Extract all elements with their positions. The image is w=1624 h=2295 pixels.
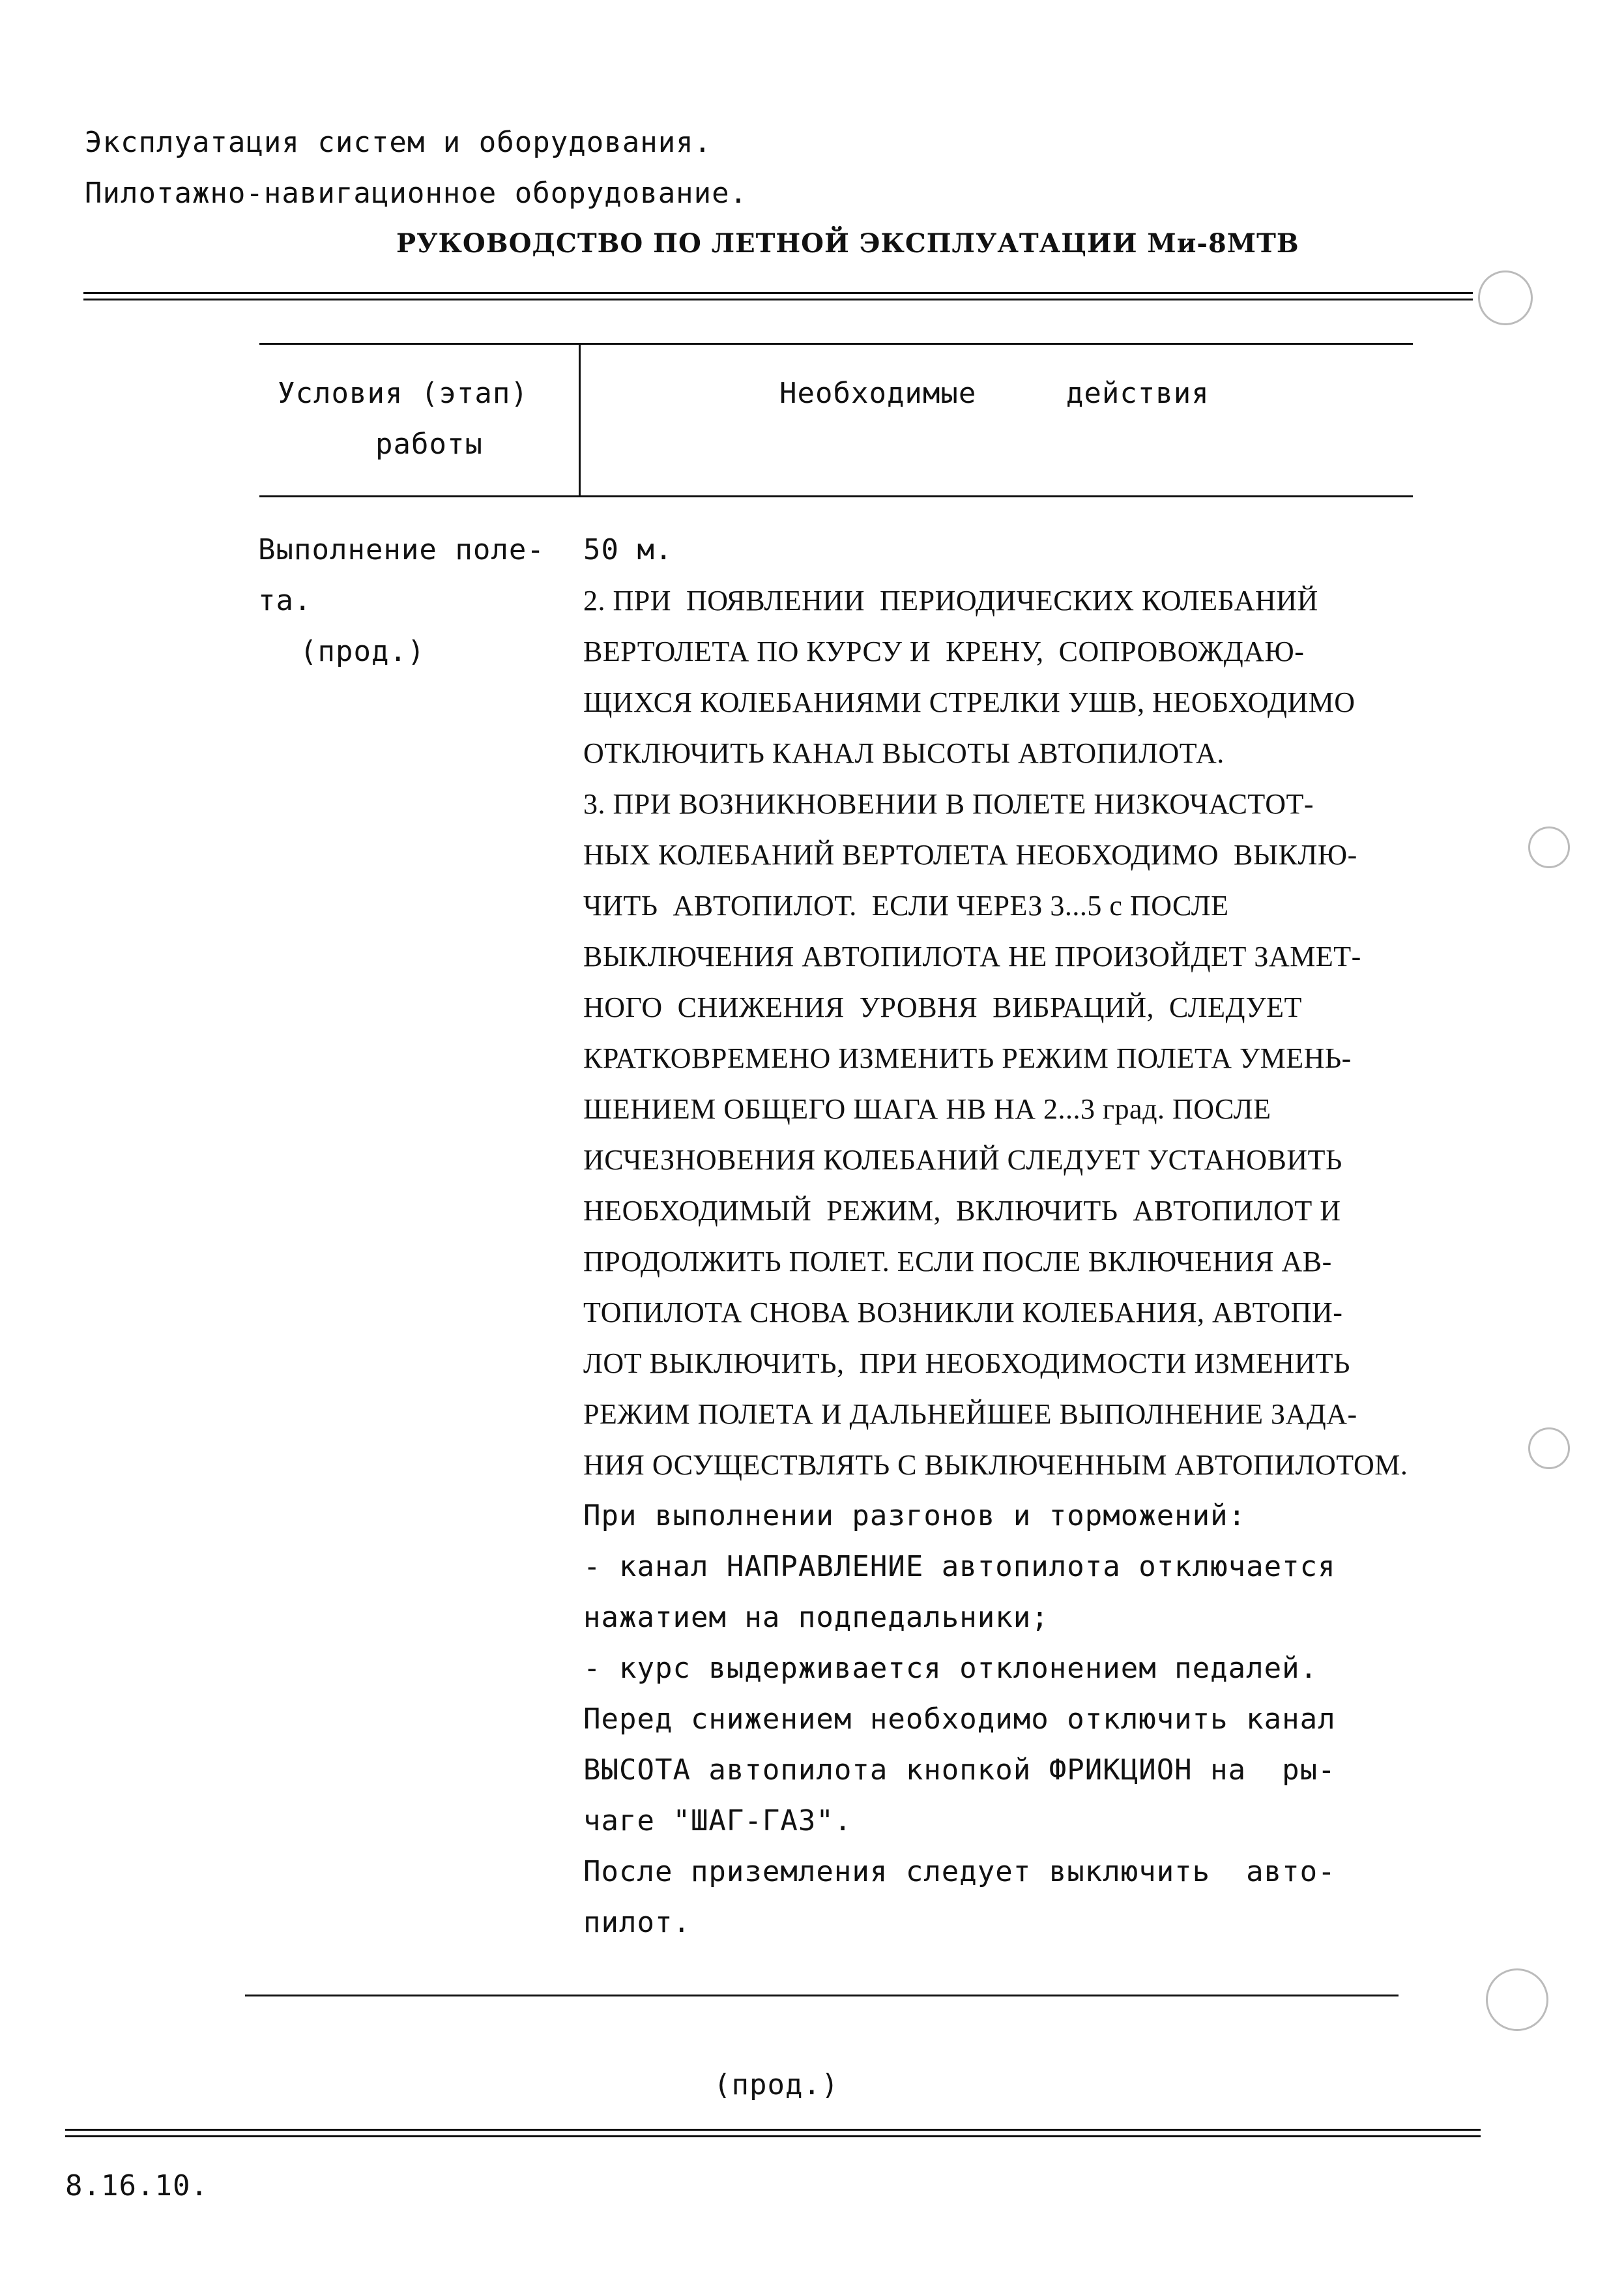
condition-text: та.	[258, 584, 312, 617]
action-line: ВЕРТОЛЕТА ПО КУРСУ И КРЕНУ, СОПРОВОЖДАЮ-	[583, 636, 1305, 667]
header-rule-top	[83, 292, 1473, 294]
action-line: 3. ПРИ ВОЗНИКНОВЕНИИ В ПОЛЕТЕ НИЗКОЧАСТОТ-	[583, 788, 1314, 820]
action-line: РЕЖИМ ПОЛЕТА И ДАЛЬНЕЙШЕЕ ВЫПОЛНЕНИЕ ЗАДА-	[583, 1398, 1357, 1430]
action-line: ВЫСОТА автопилота кнопкой ФРИКЦИОН на ры-	[583, 1753, 1336, 1787]
punch-hole-mark	[1478, 270, 1533, 325]
action-line: НОГО СНИЖЕНИЯ УРОВНЯ ВИБРАЦИЙ, СЛЕДУЕТ	[583, 991, 1302, 1023]
punch-hole-mark	[1528, 826, 1570, 868]
header-section-line: Эксплуатация систем и оборудования.	[85, 126, 712, 159]
condition-continued: (прод.)	[300, 635, 426, 668]
footer-rule-bottom	[65, 2135, 1481, 2137]
action-line: 50 м.	[583, 533, 673, 566]
action-line: - канал НАПРАВЛЕНИЕ автопилота отключается	[583, 1550, 1336, 1583]
action-line: При выполнении разгонов и торможений:	[583, 1499, 1247, 1532]
action-line: ИСЧЕЗНОВЕНИЯ КОЛЕБАНИЙ СЛЕДУЕТ УСТАНОВИТЬ	[583, 1144, 1342, 1176]
action-line: ШЕНИЕМ ОБЩЕГО ШАГА НВ НА 2...3 град. ПОСЛЕ	[583, 1093, 1271, 1125]
action-line: ЛОТ ВЫКЛЮЧИТЬ, ПРИ НЕОБХОДИМОСТИ ИЗМЕНИТЬ	[583, 1347, 1350, 1379]
table-bottom-rule	[245, 1995, 1399, 1996]
column-header-conditions-l1: Условия (этап)	[278, 377, 529, 410]
punch-hole-mark	[1528, 1427, 1570, 1469]
action-line: НЫХ КОЛЕБАНИЙ ВЕРТОЛЕТА НЕОБХОДИМО ВЫКЛЮ-	[583, 839, 1357, 871]
column-header-actions: Необходимые действия	[779, 377, 1210, 410]
action-line: После приземления следует выключить авто-	[583, 1855, 1336, 1888]
action-line: - курс выдерживается отклонением педалей.	[583, 1652, 1318, 1685]
punch-hole-mark	[1486, 1968, 1548, 2031]
action-line: нажатием на подпедальники;	[583, 1601, 1049, 1634]
continued-label: (прод.)	[714, 2068, 839, 2101]
action-line: КРАТКОВРЕМЕНО ИЗМЕНИТЬ РЕЖИМ ПОЛЕТА УМЕНЬ-	[583, 1042, 1352, 1074]
table-header-top-rule	[259, 343, 1413, 345]
page-number: 8.16.10.	[65, 2169, 209, 2202]
column-header-conditions-l2: работы	[375, 428, 483, 461]
header-rule-bottom	[83, 299, 1473, 300]
action-line: НЕОБХОДИМЫЙ РЕЖИМ, ВКЛЮЧИТЬ АВТОПИЛОТ И	[583, 1195, 1341, 1227]
action-line: ОТКЛЮЧИТЬ КАНАЛ ВЫСОТЫ АВТОПИЛОТА.	[583, 737, 1225, 769]
action-line: ТОПИЛОТА СНОВА ВОЗНИКЛИ КОЛЕБАНИЯ, АВТОПИ-	[583, 1296, 1343, 1328]
action-line: пилот.	[583, 1906, 691, 1939]
action-line: ЩИХСЯ КОЛЕБАНИЯМИ СТРЕЛКИ УШВ, НЕОБХОДИМО	[583, 686, 1356, 718]
action-line: НИЯ ОСУЩЕСТВЛЯТЬ С ВЫКЛЮЧЕННЫМ АВТОПИЛОТОМ.	[583, 1449, 1408, 1481]
action-line: ВЫКЛЮЧЕНИЯ АВТОПИЛОТА НЕ ПРОИЗОЙДЕТ ЗАМЕТ-	[583, 941, 1361, 972]
table-header-bottom-rule	[259, 495, 1413, 497]
action-line: 2. ПРИ ПОЯВЛЕНИИ ПЕРИОДИЧЕСКИХ КОЛЕБАНИЙ	[583, 585, 1318, 617]
table-header-divider	[579, 343, 581, 497]
footer-rule-top	[65, 2129, 1481, 2131]
action-line: Перед снижением необходимо отключить канал	[583, 1703, 1336, 1736]
action-line: ЧИТЬ АВТОПИЛОТ. ЕСЛИ ЧЕРЕЗ 3...5 с ПОСЛЕ	[583, 890, 1229, 922]
action-line: ПРОДОЛЖИТЬ ПОЛЕТ. ЕСЛИ ПОСЛЕ ВКЛЮЧЕНИЯ АВ-	[583, 1246, 1332, 1278]
actions-column	[583, 525, 1430, 1948]
header-subsection-line: Пилотажно-навигационное оборудование.	[85, 177, 748, 210]
page-title: РУКОВОДСТВО ПО ЛЕТНОЙ ЭКСПЛУАТАЦИИ Ми-8МТВ	[396, 228, 1299, 259]
condition-text: Выполнение поле-	[258, 533, 545, 566]
action-line: чаге "ШАГ-ГАЗ".	[583, 1804, 852, 1837]
